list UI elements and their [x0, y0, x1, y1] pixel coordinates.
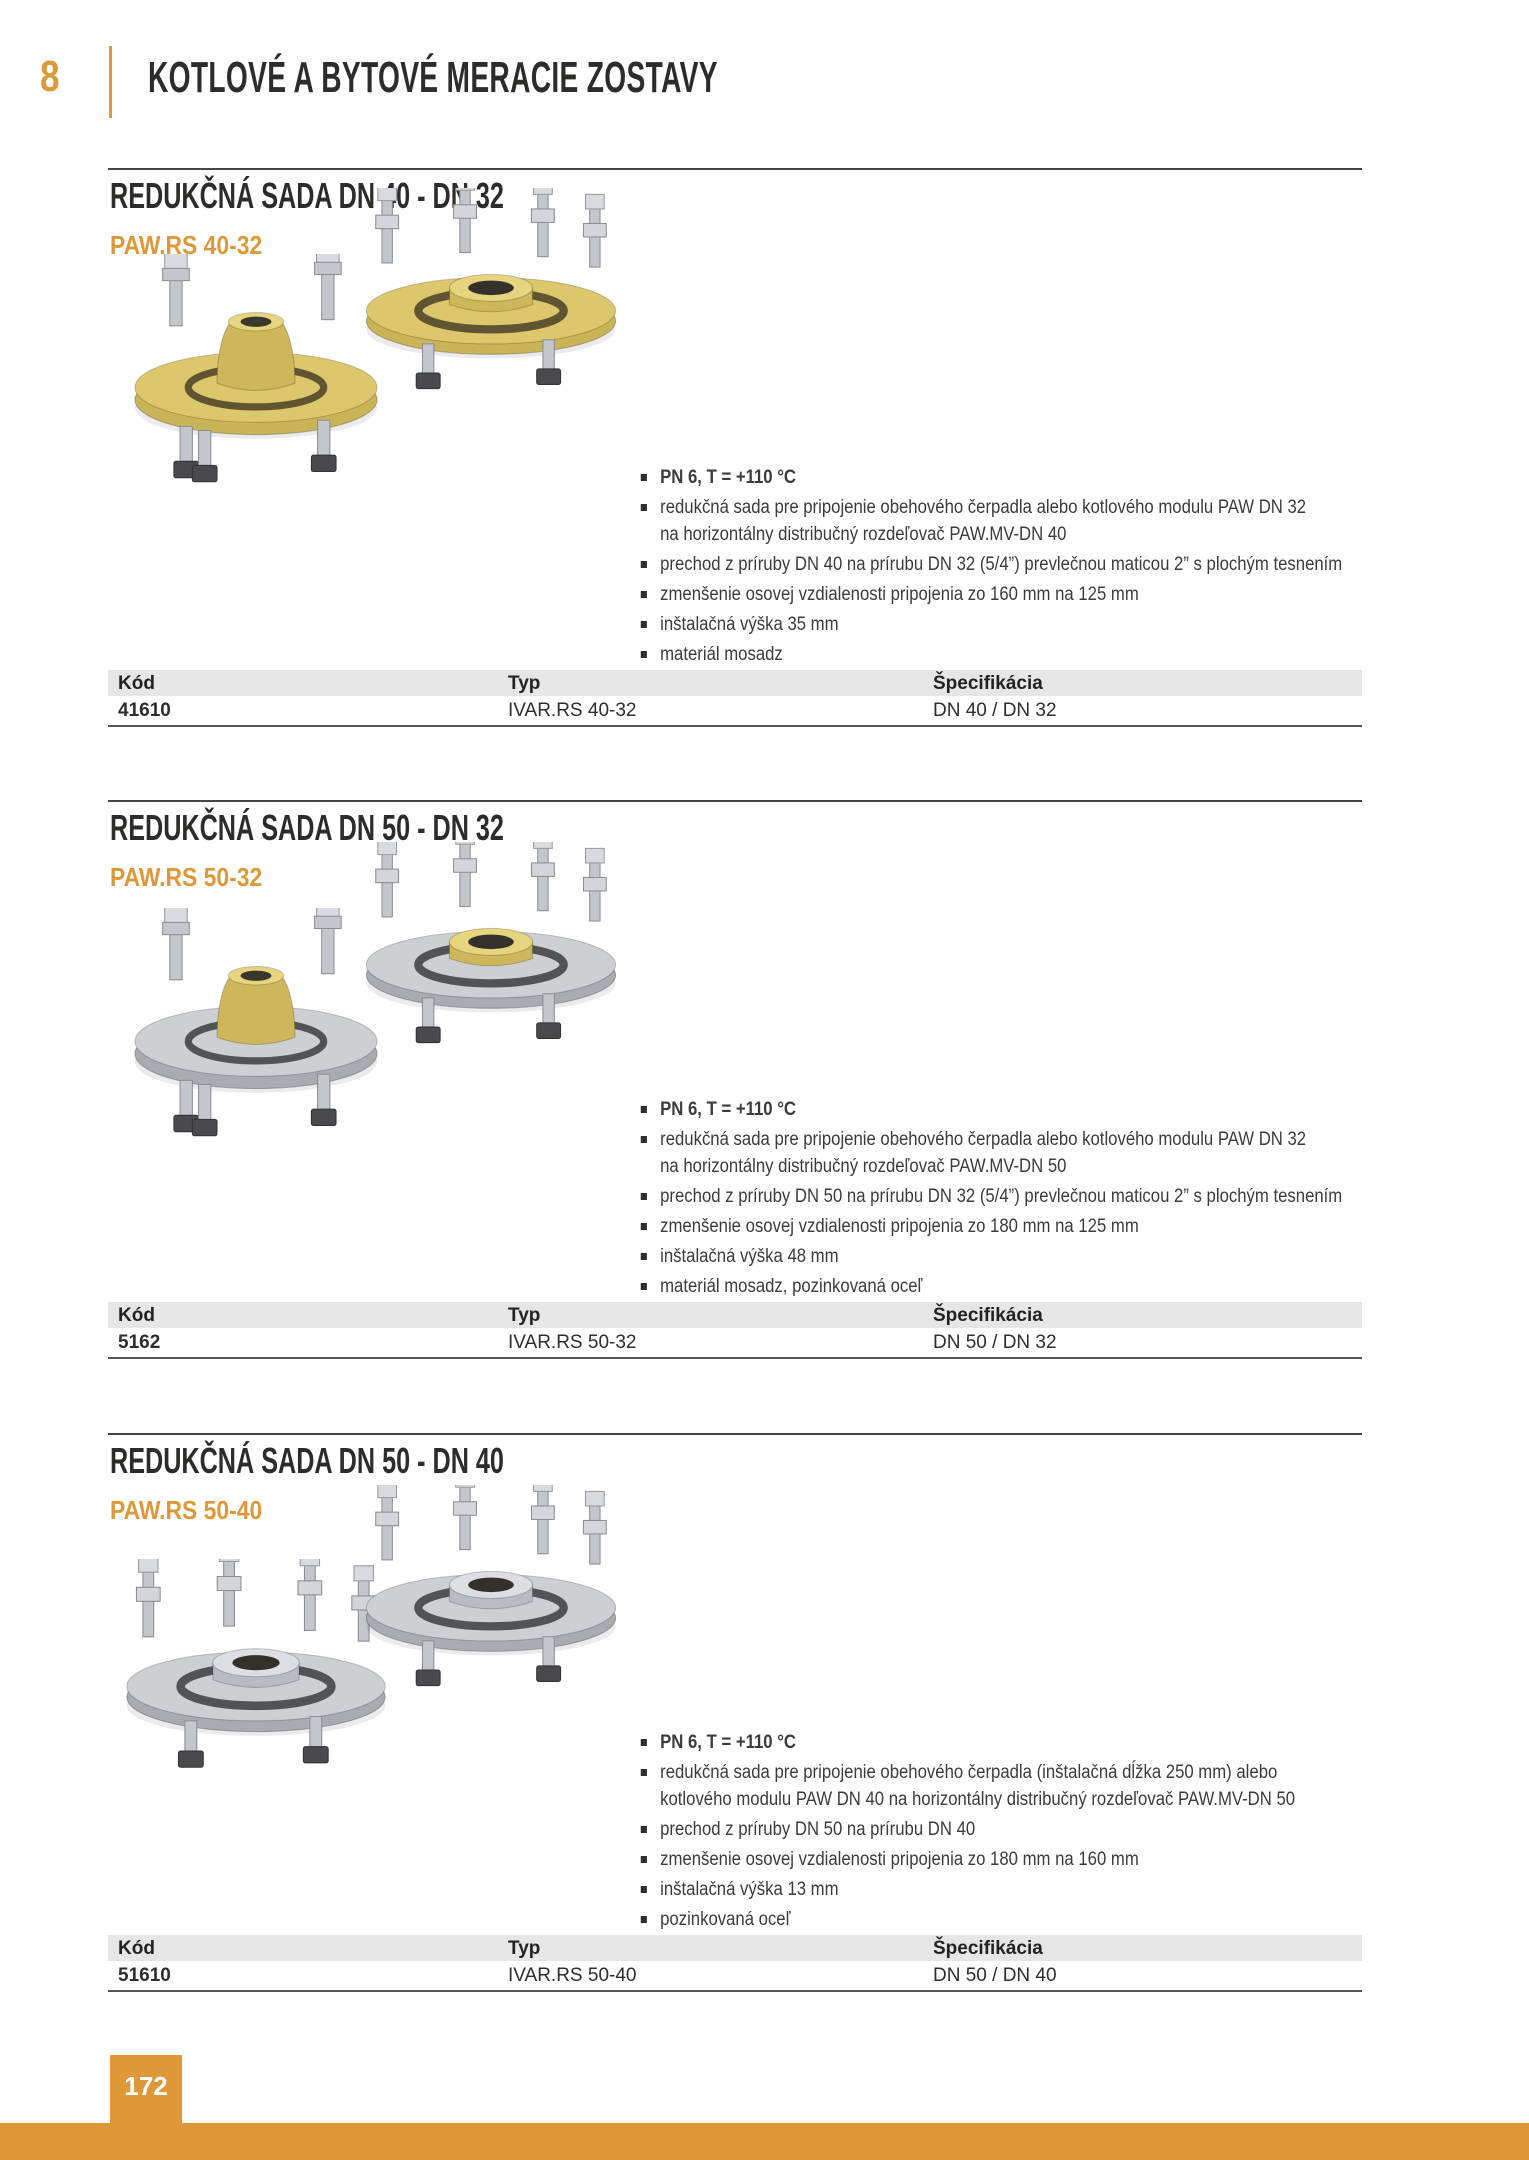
bullet-item: zmenšenie osovej vzdialenosti pripojenia zo 180 mm na 160 mm [639, 1846, 1361, 1873]
row-cell-type: IVAR.RS 50-40 [508, 1965, 637, 1986]
row-cell-code: 41610 [118, 700, 171, 721]
header-cell-type: Typ [508, 1305, 541, 1326]
bullet-item: inštalačná výška 35 mm [639, 611, 1361, 638]
product-section [108, 1433, 1362, 1993]
section-title: REDUKČNÁ SADA DN 40 - DN 32 [110, 175, 504, 216]
page-number-box [110, 2055, 182, 2123]
product-photo-flange-set [116, 846, 656, 1156]
product-section [108, 168, 1362, 728]
table-row [108, 1961, 1362, 1992]
product-code: PAW.RS 50-32 [110, 862, 263, 892]
footer-bar [0, 2123, 1529, 2160]
row-cell-spec: DN 40 / DN 32 [933, 700, 1057, 721]
product-section [108, 800, 1362, 1360]
row-cell-spec: DN 50 / DN 32 [933, 1332, 1057, 1353]
bullet-item: zmenšenie osovej vzdialenosti pripojenia zo 180 mm na 125 mm [639, 1213, 1361, 1240]
bullet-item: redukčná sada pre pripojenie obehového čerpadla alebo kotlového modulu PAW DN 32 na horizontálny distribučný rozdeľovač PAW.MV-DN 40 [639, 494, 1361, 548]
bullet-item: materiál mosadz, pozinkovaná oceľ [639, 1273, 1361, 1300]
header-cell-spec: Špecifikácia [933, 1305, 1043, 1326]
page-number: 172 [124, 2071, 168, 2101]
product-code: PAW.RS 40-32 [110, 230, 263, 260]
bullet-item: zmenšenie osovej vzdialenosti pripojenia zo 160 mm na 125 mm [639, 581, 1361, 608]
spec-table [108, 1302, 1362, 1359]
chapter-number: 8 [40, 52, 60, 101]
chapter-divider [109, 46, 112, 118]
bullet-item: inštalačná výška 48 mm [639, 1243, 1361, 1270]
table-row [108, 1328, 1362, 1359]
header-cell-type: Typ [508, 1938, 541, 1959]
product-photo-flange-set [116, 192, 656, 502]
row-cell-code: 5162 [118, 1332, 161, 1353]
bullet-item: redukčná sada pre pripojenie obehového čerpadla (inštalačná dĺžka 250 mm) alebo kotlového modulu PAW DN 40 na horizontálny distribučný rozdeľovač PAW.MV-DN 50 [639, 1759, 1361, 1813]
section-divider [108, 168, 1362, 170]
row-cell-type: IVAR.RS 40-32 [508, 700, 637, 721]
bullet-item: inštalačná výška 13 mm [639, 1876, 1361, 1903]
bullet-item: redukčná sada pre pripojenie obehového čerpadla alebo kotlového modulu PAW DN 32 na horizontálny distribučný rozdeľovač PAW.MV-DN 50 [639, 1126, 1361, 1180]
table-header-row [108, 670, 1362, 696]
spec-bullet-list [639, 464, 1361, 671]
bullet-item: materiál mosadz [639, 641, 1361, 668]
bullet-item: pozinkovaná oceľ [639, 1906, 1361, 1933]
section-title: REDUKČNÁ SADA DN 50 - DN 32 [110, 807, 504, 848]
bullet-item: prechod z príruby DN 50 na prírubu DN 40 [639, 1816, 1361, 1843]
header-cell-code: Kód [118, 673, 155, 694]
table-header-row [108, 1302, 1362, 1328]
section-divider [108, 800, 1362, 802]
section-title: REDUKČNÁ SADA DN 50 - DN 40 [110, 1440, 504, 1481]
spec-bullet-list [639, 1729, 1361, 1936]
header-cell-spec: Špecifikácia [933, 1938, 1043, 1959]
header-cell-code: Kód [118, 1938, 155, 1959]
header-cell-type: Typ [508, 673, 541, 694]
chapter-title: KOTLOVÉ A BYTOVÉ MERACIE ZOSTAVY [148, 53, 718, 102]
spec-table [108, 670, 1362, 727]
row-cell-type: IVAR.RS 50-32 [508, 1332, 637, 1353]
table-row [108, 696, 1362, 727]
section-divider [108, 1433, 1362, 1435]
header-cell-spec: Špecifikácia [933, 673, 1043, 694]
row-cell-code: 51610 [118, 1965, 171, 1986]
bullet-item: PN 6, T = +110 °C [639, 464, 1361, 491]
table-header-row [108, 1935, 1362, 1961]
spec-bullet-list [639, 1096, 1361, 1303]
product-photo-flange-set [116, 1489, 656, 1799]
product-code: PAW.RS 50-40 [110, 1495, 263, 1525]
bullet-item: PN 6, T = +110 °C [639, 1729, 1361, 1756]
spec-table [108, 1935, 1362, 1992]
bullet-item: PN 6, T = +110 °C [639, 1096, 1361, 1123]
header-cell-code: Kód [118, 1305, 155, 1326]
bullet-item: prechod z príruby DN 50 na prírubu DN 32 (5/4”) prevlečnou maticou 2” s plochým tesnením [639, 1183, 1361, 1210]
bullet-item: prechod z príruby DN 40 na prírubu DN 32 (5/4”) prevlečnou maticou 2” s plochým tesnením [639, 551, 1361, 578]
row-cell-spec: DN 50 / DN 40 [933, 1965, 1057, 1986]
